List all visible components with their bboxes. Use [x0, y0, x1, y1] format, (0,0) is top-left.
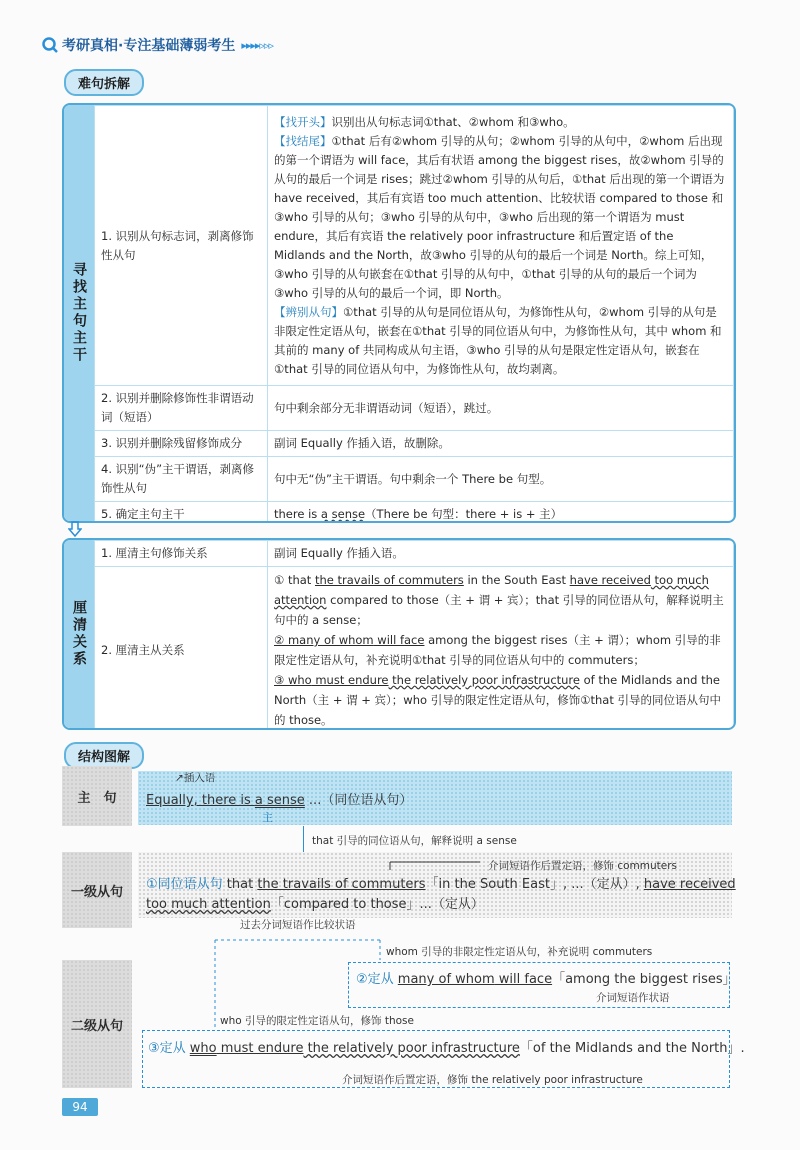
lvl2b-note: 介词短语作后置定语，修饰 the relatively poor infrastructure — [342, 1074, 643, 1086]
content-cell: 副词 Equally 作插入语。 — [268, 541, 734, 567]
content-cell — [268, 502, 734, 524]
lvl1-g: 「compared to those」...（定从） — [270, 897, 484, 912]
level2b-sentence — [148, 1037, 745, 1056]
step-cell: 4. 识别“伪”主干谓语，剥离修饰性从句 — [95, 457, 268, 502]
step-cell: 2. 识别并删除修饰性非谓语动词（短语） — [95, 386, 268, 431]
magnifier-logo-icon — [42, 37, 58, 53]
step-cell: 1. 厘清主句修饰关系 — [95, 541, 268, 567]
content-cell: 句中剩余部分无非谓语动词（短语），跳过。 — [268, 386, 734, 431]
down-arrow-icon — [68, 521, 82, 537]
c3-verb: must endure — [311, 673, 389, 687]
text-find-end: ①that 后有②whom 引导的从句；②whom 引导的从句中，②whom 后出现的第一个谓语为 will face，其后有状语 among the biggest rises，故②whom 引导的从句的最后一个词是 rises；跳过②whom 引导的从句后，①that 后出现的第一个谓语为 have received，其后有宾语 too much attention、比较状语 compared to those 和③who 引导的从句；③who 引导的从句中，③who 后出现的第一个谓语为 must endure，其后有宾语 the relatively poor infrastructure 和后置定语 of the Midlands and the North，故③who 引导的从句的最后一个词是 North。综上可知，③who 引导的从句嵌套在①that 引导的从句中，①that 引导的从句的最后一个词为③who 引导的从句的最后一个词，即 North。 — [274, 133, 725, 300]
level1-sentence-2 — [146, 893, 484, 912]
main-s3: ...（同位语从句） — [304, 793, 413, 808]
lvl1-b: that — [222, 877, 258, 892]
tag-identify: 【辨别从句】 — [274, 304, 343, 319]
main-text-c: （There be 句型：there + is + 主） — [365, 507, 563, 521]
clarify-side — [64, 540, 95, 728]
c3-object: the relatively poor infrastructure — [388, 673, 580, 687]
find-main-side-label: 寻找主句主干 — [71, 262, 87, 364]
level2a-sentence — [356, 968, 736, 987]
c1-object: too much attention — [274, 573, 709, 607]
c3-subject: ③ who — [274, 673, 312, 687]
c1a: ① that — [274, 573, 315, 587]
find-main-side — [64, 105, 95, 521]
lvl1-e: have received — [643, 877, 736, 892]
c1-subject: the travails of commuters — [314, 573, 464, 587]
step-cell: 2. 厘清主从关系 — [95, 567, 268, 731]
arrow1-note: that 引导的同位语从句，解释说明 a sense — [312, 835, 517, 847]
lvl1-c: the travails of commuters — [257, 877, 426, 892]
main-s1: Equally, there is — [146, 793, 255, 808]
lvl2b-c: must endure — [216, 1041, 304, 1056]
lvl2a-a: ②定从 — [356, 972, 398, 987]
lvl2b-d: the relatively poor infrastructure — [303, 1041, 520, 1056]
section-title-analysis: 难句拆解 — [64, 69, 144, 96]
content-cell — [268, 567, 734, 731]
step-cell: 1. 识别从句标志词，剥离修饰性从句 — [95, 106, 268, 386]
clarify-table — [94, 540, 734, 730]
table-row — [95, 567, 734, 731]
lvl1-f: too much attention — [146, 897, 271, 912]
header — [42, 34, 273, 56]
who-note: who 引导的限定性定语从句，修饰 those — [220, 1015, 414, 1027]
lvl2a-c: will face — [494, 972, 553, 987]
table-row — [95, 386, 734, 431]
level2-label: 二级从句 — [62, 960, 132, 1088]
tag-find-start: 【找开头】 — [274, 114, 332, 129]
c3d: of the Midlands and the North（主 + 谓 + 宾）；who 引导的限定性定语从句，修饰①that 引导的同位语从句中的 those。 — [274, 673, 722, 727]
content-cell: 副词 Equally 作插入语，故删除。 — [268, 431, 734, 457]
whom-note: whom 引导的非限定性定语从句，补充说明 commuters — [386, 946, 653, 958]
c2c: among the biggest rises（主 + 谓）；whom 引导的非限定性定语从句，补充说明①that 引导的同位语从句中的 commuters； — [274, 633, 721, 667]
level1-label: 一级从句 — [62, 852, 132, 928]
tag-find-end: 【找结尾】 — [274, 133, 332, 148]
find-main-table — [94, 105, 734, 523]
insert-note-text: 插入语 — [183, 772, 216, 784]
header-title: 考研真相·专注基础薄弱考生 — [62, 38, 236, 54]
header-arrows: ▸▸▸▸▹▹▹ — [241, 38, 273, 52]
clarify-side-label: 厘清关系 — [71, 600, 87, 668]
main-subject-mark: 主 — [262, 811, 273, 824]
find-main-panel — [62, 103, 736, 523]
lvl2b-a: ③定从 — [148, 1041, 190, 1056]
text-find-start: 识别出从句标志词①that、②whom 和③who。 — [331, 114, 575, 129]
lvl2a-note: 介词短语作状语 — [596, 992, 670, 1004]
clarify-panel — [62, 538, 736, 730]
c1c: in the South East — [463, 573, 570, 587]
lvl2b-e: 「of the Midlands and the North」. — [519, 1041, 745, 1056]
c1-verb: have received — [569, 573, 651, 587]
main-subject: a sense — [320, 507, 366, 521]
c2-verb: will face — [373, 633, 425, 647]
table-row — [95, 457, 734, 502]
c1f: compared to those（主 + 谓 + 宾）；that 引导的同位语从句，解释说明主句中的 a sense； — [274, 593, 724, 627]
connector-line — [303, 826, 304, 852]
main-sentence — [146, 789, 412, 808]
c2-subject: ② many of whom — [274, 633, 374, 647]
main-s2: a sense — [254, 793, 305, 808]
section-title-diagram: 结构图解 — [64, 742, 144, 769]
page-number: 94 — [62, 1098, 98, 1116]
lvl1-top-note: 介词短语作后置定语，修饰 commuters — [488, 860, 678, 872]
main-text-a: there is — [274, 507, 321, 521]
level1-sentence — [146, 873, 736, 892]
lvl2a-d: 「among the biggest rises」 — [552, 972, 736, 987]
step-cell: 3. 识别并删除残留修饰成分 — [95, 431, 268, 457]
insert-note: ↗插入语 — [175, 772, 216, 784]
lvl2a-b: many of whom — [397, 972, 495, 987]
lvl1-d: 「in the South East」, ...（定从）, — [425, 877, 644, 892]
content-cell — [268, 106, 734, 386]
table-row — [95, 431, 734, 457]
lvl1-a: ①同位语从句 — [146, 877, 223, 892]
table-row — [95, 106, 734, 386]
lvl1-bottom-note: 过去分词短语作比较状语 — [240, 919, 356, 931]
main-clause-label: 主 句 — [62, 766, 132, 826]
content-cell: 句中无“伪”主干谓语。句中剩余一个 There be 句型。 — [268, 457, 734, 502]
step-cell: 5. 确定主句主干 — [95, 502, 268, 524]
lvl2b-b: who — [189, 1041, 217, 1056]
table-row — [95, 502, 734, 524]
table-row — [95, 541, 734, 567]
text-identify: ①that 引导的从句是同位语从句，为修饰性从句，②whom 引导的从句是非限定性定语从句，嵌套在①that 引导的同位语从句中，为修饰性从句，其中 whom 和其前的 many of 共同构成从句主语，③who 引导的从句是限定性定语从句，嵌套在①that 引导的同位语从句中，为修饰性从句，故均剥离。 — [274, 304, 722, 376]
